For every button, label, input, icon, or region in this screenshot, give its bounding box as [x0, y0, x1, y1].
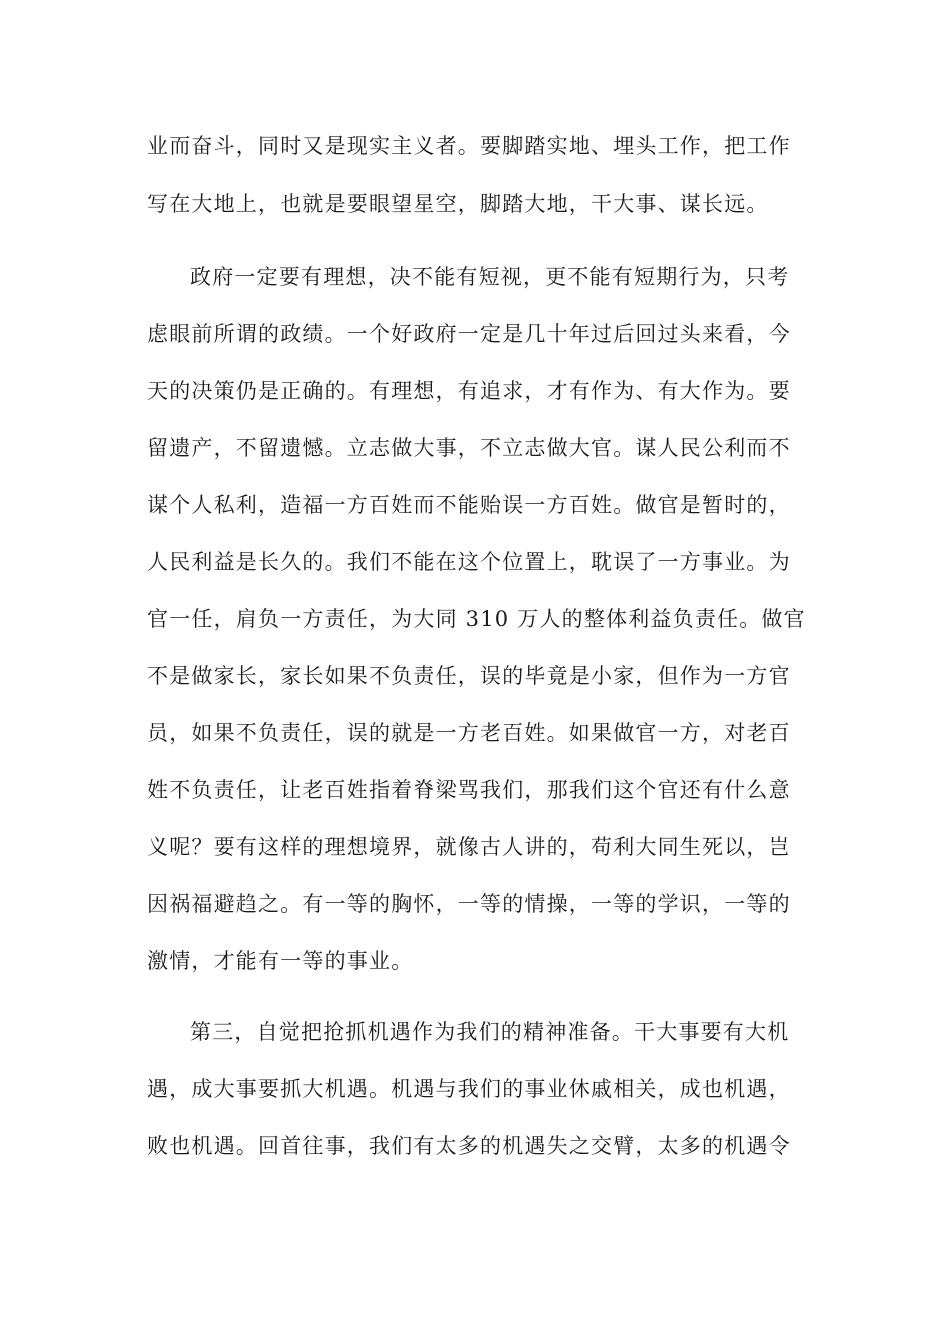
paragraph-2-line-6: 人民利益是长久的。我们不能在这个位置上，耽误了一方事业。为	[147, 550, 791, 574]
paragraph-2-line-9: 员，如果不负责任，误的就是一方老百姓。如果做官一方，对老百	[147, 721, 791, 745]
paragraph-2-line-8: 不是做家长，家长如果不负责任，误的毕竟是小家，但作为一方官	[147, 664, 791, 688]
paragraph-3-line-1: 第三，自觉把抢抓机遇作为我们的精神准备。干大事要有大机	[190, 1020, 790, 1044]
paragraph-2-line-11: 义呢？要有这样的理想境界，就像古人讲的，苟利大同生死以，岂	[147, 835, 791, 859]
paragraph-2-line-1: 政府一定要有理想，决不能有短视，更不能有短期行为，只考	[190, 265, 790, 289]
paragraph-1-line-1: 业而奋斗，同时又是现实主义者。要脚踏实地、埋头工作，把工作	[147, 134, 791, 158]
paragraph-2-line-12: 因祸福避趋之。有一等的胸怀，一等的情操，一等的学识，一等的	[147, 892, 791, 916]
paragraph-2-line-2: 虑眼前所谓的政绩。一个好政府一定是几十年过后回过头来看，今	[147, 322, 791, 346]
paragraph-3-line-3: 败也机遇。回首往事，我们有太多的机遇失之交臂，太多的机遇令	[147, 1134, 791, 1158]
paragraph-2-line-7: 官一任，肩负一方责任，为大同 310 万人的整体利益负责任。做官	[147, 607, 806, 631]
paragraph-1-line-2: 写在大地上，也就是要眼望星空，脚踏大地，干大事、谋长远。	[147, 192, 769, 216]
paragraph-2-line-13: 激情，才能有一等的事业。	[147, 949, 414, 973]
paragraph-2-line-4: 留遗产，不留遗憾。立志做大事，不立志做大官。谋人民公利而不	[147, 436, 791, 460]
paragraph-2-line-5: 谋个人私利，造福一方百姓而不能贻误一方百姓。做官是暂时的，	[147, 493, 791, 517]
paragraph-2-line-10: 姓不负责任，让老百姓指着脊梁骂我们，那我们这个官还有什么意	[147, 778, 791, 802]
paragraph-3-line-2: 遇，成大事要抓大机遇。机遇与我们的事业休戚相关，成也机遇，	[147, 1077, 791, 1101]
paragraph-2-line-3: 天的决策仍是正确的。有理想，有追求，才有作为、有大作为。要	[147, 379, 791, 403]
